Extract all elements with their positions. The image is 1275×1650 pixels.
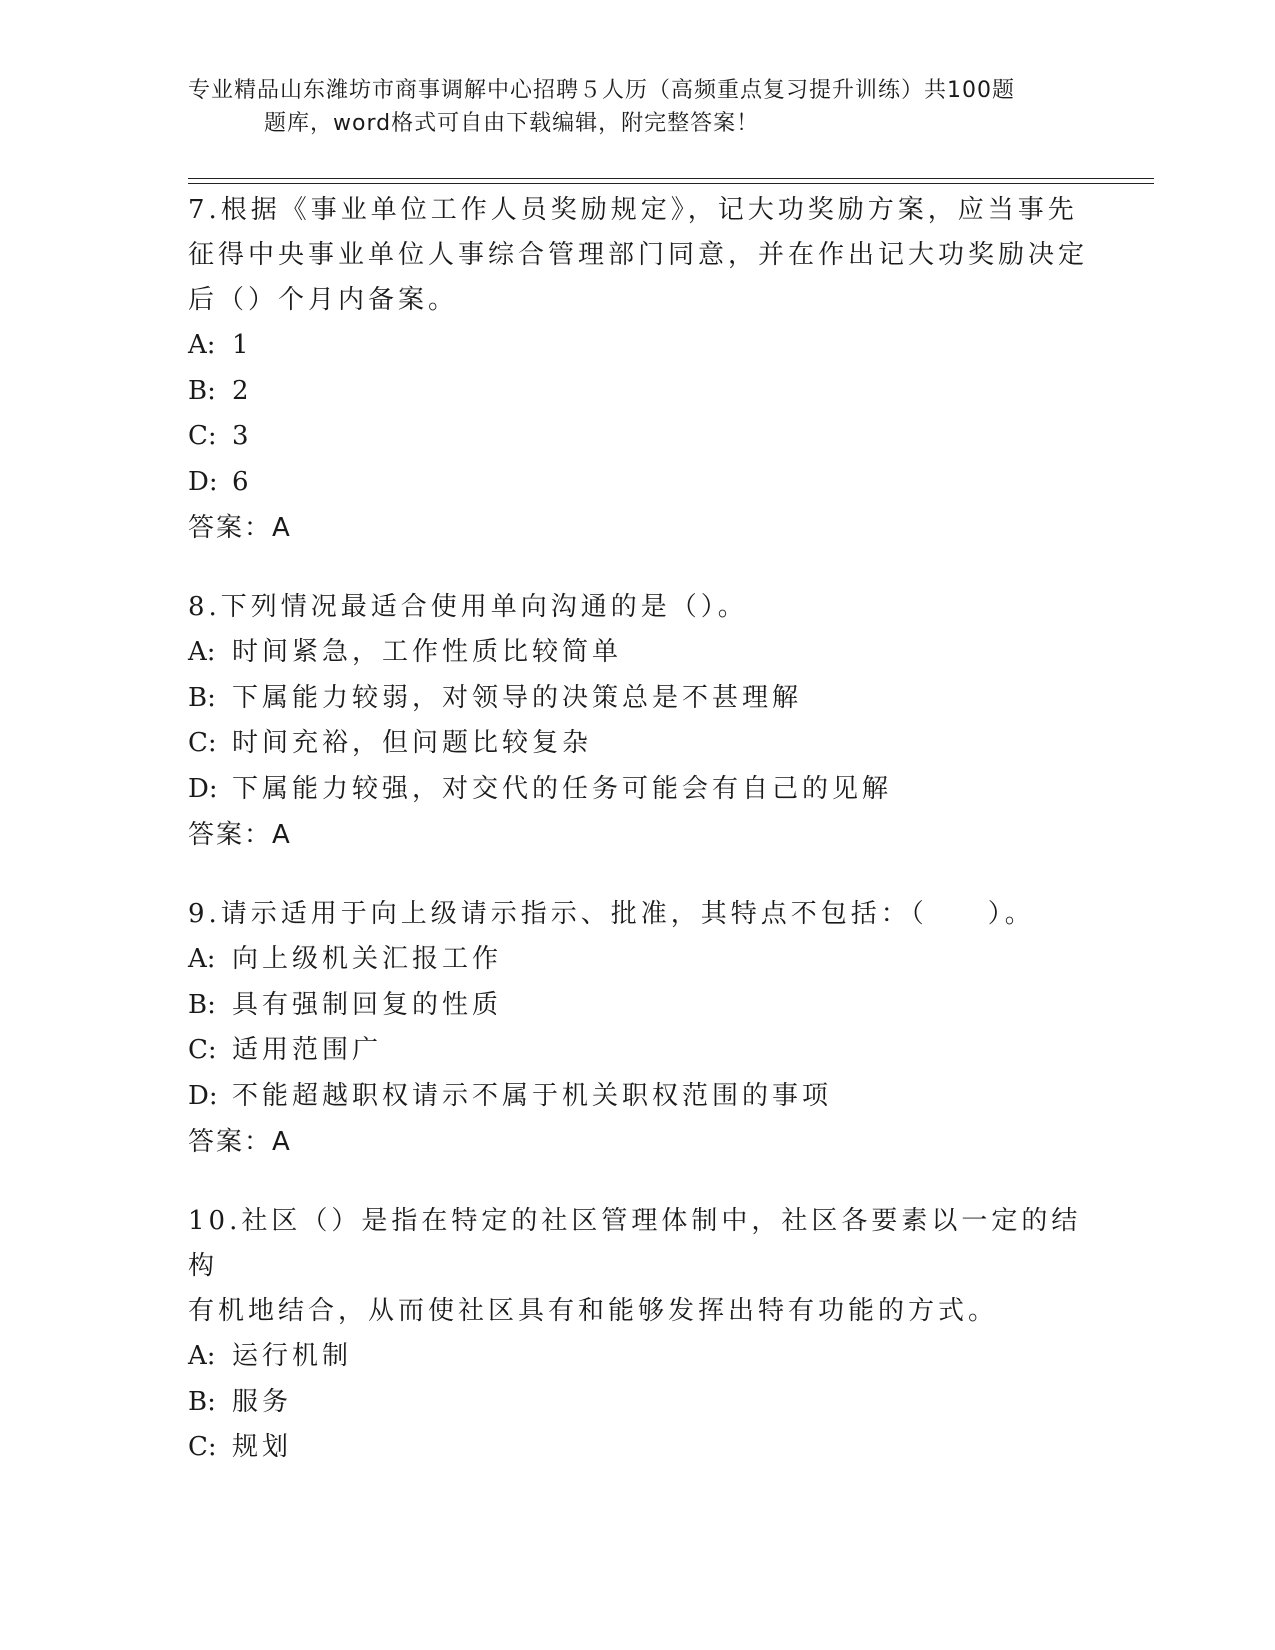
option-a [188,323,1088,369]
question-9 [188,892,1088,1165]
option-text: 不能超越职权请示不属于机关职权范围的事项 [232,1080,833,1111]
question-10 [188,1199,1088,1471]
option-key: C: [188,728,217,758]
option-c [188,1425,1088,1471]
question-line: 后（）个月内备案。 [188,285,459,315]
question-line: 征得中央事业单位人事综合管理部门同意，并在作出记大功奖励决定 [188,240,1089,270]
answer-line: 答案：A [188,1127,292,1157]
question-line: 8.下列情况最适合使用单向沟通的是（）。 [188,592,748,622]
header-line-1: 专业精品山东潍坊市商事调解中心招聘５人历（高频重点复习提升训练）共100题 [188,78,1015,103]
option-key: B: [188,989,216,1020]
option-text: 时间充裕，但问题比较复杂 [232,728,593,758]
option-d [188,1074,1088,1120]
option-c [188,1028,1088,1074]
option-b [188,1380,1088,1426]
question-8 [188,585,1088,858]
option-b [188,983,1088,1029]
option-text: 具有强制回复的性质 [232,989,503,1020]
option-text: 适用范围广 [232,1035,383,1065]
option-key: D: [188,773,218,804]
document-header [188,74,1108,140]
option-key: A: [188,637,216,667]
option-key: B: [188,682,216,713]
question-text [188,1199,1088,1334]
option-a [188,630,1088,676]
option-a [188,1334,1088,1380]
option-c [188,721,1088,767]
question-text [188,585,1088,630]
question-line: 10.社区（）是指在特定的社区管理体制中，社区各要素以一定的结构 [188,1206,1082,1281]
option-key: C: [188,421,217,451]
question-line: 有机地结合，从而使社区具有和能够发挥出特有功能的方式。 [188,1296,999,1326]
option-key: B: [188,375,216,406]
question-text [188,892,1088,937]
option-c [188,414,1088,460]
option-key: A: [188,944,216,974]
option-text: 2 [232,375,253,406]
header-line-2: 题库，word格式可自由下载编辑，附完整答案！ [264,111,760,136]
option-d [188,767,1088,813]
question-text [188,188,1088,323]
option-key: A: [188,1341,216,1371]
header-divider-bottom [188,183,1154,184]
option-key: A: [188,330,216,360]
question-line: 9.请示适用于向上级请示指示、批准，其特点不包括：（ ）。 [188,899,1035,929]
option-text: 服务 [232,1386,293,1417]
option-key: B: [188,1386,216,1417]
option-key: C: [188,1035,217,1065]
option-b [188,676,1088,722]
answer-line: 答案：A [188,513,292,543]
question-7 [188,188,1088,551]
option-key: D: [188,466,218,497]
option-text: 1 [232,330,253,360]
option-text: 下属能力较强，对交代的任务可能会有自己的见解 [232,773,893,804]
option-text: 3 [232,421,253,451]
option-text: 规划 [232,1432,293,1462]
header-divider-top [188,178,1154,179]
option-text: 6 [232,466,253,497]
option-text: 下属能力较弱，对领导的决策总是不甚理解 [232,682,803,713]
option-text: 向上级机关汇报工作 [232,944,503,974]
option-text: 运行机制 [232,1341,353,1371]
option-key: C: [188,1432,217,1462]
option-text: 时间紧急，工作性质比较简单 [232,637,623,667]
answer-line: 答案：A [188,820,292,850]
option-b [188,369,1088,415]
option-a [188,937,1088,983]
question-line: 7.根据《事业单位工作人员奖励规定》，记大功奖励方案，应当事先 [188,195,1078,225]
question-list [188,188,1088,1505]
option-d [188,460,1088,506]
option-key: D: [188,1080,218,1111]
